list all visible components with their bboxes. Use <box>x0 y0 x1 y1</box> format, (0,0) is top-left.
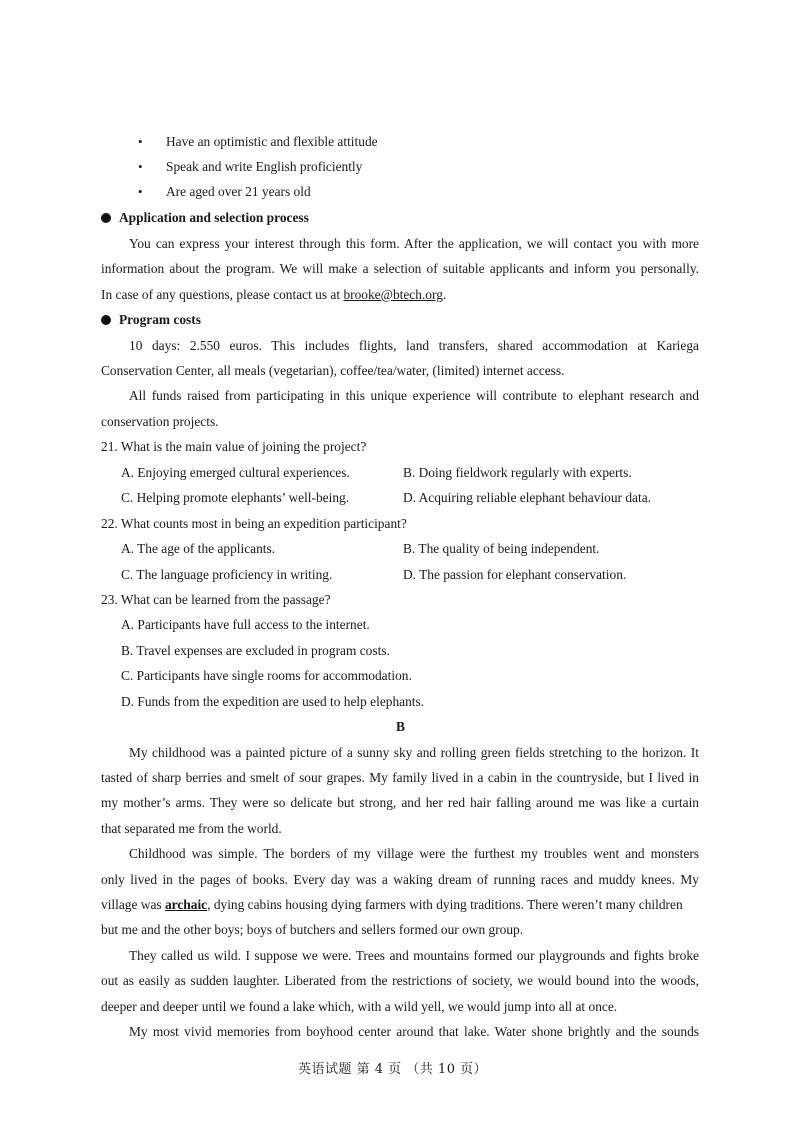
question-stem: 21. What is the main value of joining the project? <box>101 439 367 454</box>
passage-line: my mother’s arms. They were so delicate but strong, and her red hair falling around me was like a curtain <box>101 795 699 810</box>
contact-email-link[interactable]: brooke@btech.org <box>343 287 443 302</box>
passage-line: village was archaic, dying cabins housing dying farmers with dying traditions. There weren’t many children <box>101 897 683 912</box>
circle-bullet-icon <box>101 315 111 325</box>
question-option[interactable]: C. Participants have single rooms for accommodation. <box>121 668 412 683</box>
application-heading: Application and selection process <box>101 210 309 226</box>
passage-line: My most vivid memories from boyhood center around that lake. Water shone brightly and the sounds <box>129 1024 699 1039</box>
question-stem: 22. What counts most in being an expedition participant? <box>101 516 407 531</box>
application-line: In case of any questions, please contact us at brooke@btech.org. <box>101 287 447 302</box>
costs-line: Conservation Center, all meals (vegetarian), coffee/tea/water, (limited) internet access. <box>101 363 565 378</box>
requirement-item: Have an optimistic and flexible attitude <box>166 134 378 149</box>
page-footer: 英语试题 第 4 页 （共 10 页） <box>298 1062 488 1077</box>
costs-heading: Program costs <box>101 312 201 328</box>
passage-line: My childhood was a painted picture of a sunny sky and rolling green fields stretching to the horizon. It <box>129 745 699 760</box>
requirement-item: Speak and write English proficiently <box>166 159 363 174</box>
passage-line: tasted of sharp berries and smelt of sour grapes. My family lived in a cabin in the countryside, but I lived in <box>101 770 699 785</box>
question-option[interactable]: A. Participants have full access to the internet. <box>121 617 370 632</box>
bullet-dot: • <box>138 134 143 149</box>
section-label: B <box>396 719 405 734</box>
question-option[interactable]: B. Doing fieldwork regularly with experts. <box>403 465 632 480</box>
passage-line: only lived in the pages of books. Every day was a waking dream of running races and muddy knees. My <box>101 872 699 887</box>
bullet-dot: • <box>138 184 143 199</box>
question-option[interactable]: B. The quality of being independent. <box>403 541 600 556</box>
question-option[interactable]: B. Travel expenses are excluded in program costs. <box>121 643 390 658</box>
question-option[interactable]: D. The passion for elephant conservation. <box>403 567 627 582</box>
question-option[interactable]: D. Funds from the expedition are used to help elephants. <box>121 694 425 709</box>
circle-bullet-icon <box>101 213 111 223</box>
passage-line: They called us wild. I suppose we were. Trees and mountains formed our playgrounds and fights broke <box>129 948 699 963</box>
requirement-item: Are aged over 21 years old <box>166 184 311 199</box>
question-stem: 23. What can be learned from the passage? <box>101 592 331 607</box>
question-option[interactable]: C. Helping promote elephants’ well-being. <box>121 490 350 505</box>
bullet-dot: • <box>138 159 143 174</box>
application-line: You can express your interest through this form. After the application, we will contact you with more <box>129 236 699 251</box>
passage-line: but me and the other boys; boys of butchers and sellers formed our own group. <box>101 922 524 937</box>
question-option[interactable]: D. Acquiring reliable elephant behaviour data. <box>403 490 652 505</box>
costs-line: 10 days: 2.550 euros. This includes flights, land transfers, shared accommodation at Kariega <box>129 338 699 353</box>
question-option[interactable]: C. The language proficiency in writing. <box>121 567 333 582</box>
costs-line: All funds raised from participating in this unique experience will contribute to elephant research and <box>129 388 699 403</box>
application-line: information about the program. We will make a selection of suitable applicants and inform you personally. <box>101 261 699 276</box>
vocabulary-keyword: archaic <box>164 897 208 912</box>
question-option[interactable]: A. The age of the applicants. <box>121 541 276 556</box>
passage-line: out as easily as sudden laughter. Liberated from the restrictions of society, we would bound into the woods, <box>101 973 699 988</box>
passage-line: that separated me from the world. <box>101 821 282 836</box>
question-option[interactable]: A. Enjoying emerged cultural experiences. <box>121 465 350 480</box>
costs-line: conservation projects. <box>101 414 219 429</box>
passage-line: deeper and deeper until we found a lake which, with a wild yell, we would jump into all at once. <box>101 999 618 1014</box>
passage-line: Childhood was simple. The borders of my village were the furthest my troubles went and monsters <box>129 846 699 861</box>
